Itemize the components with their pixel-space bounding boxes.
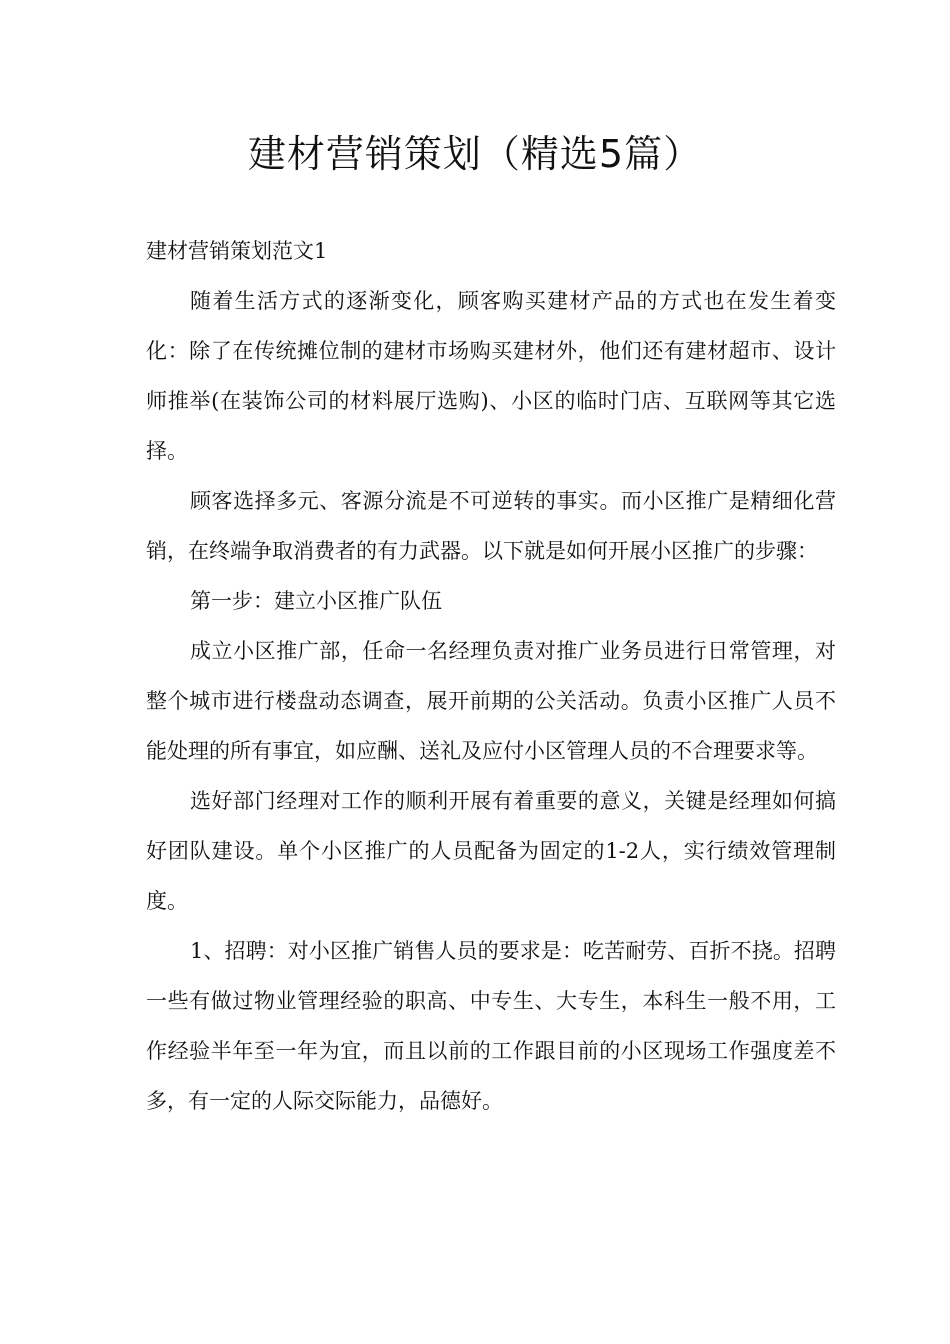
paragraph: 1、招聘：对小区推广销售人员的要求是：吃苦耐劳、百折不挠。招聘一些有做过物业管理经验的职高、中专生、大专生，本科生一般不用，工作经验半年至一年为宜，而且以前的工作跟目前的小区现场工作强度差不多，有一定的人际交际能力，品德好。 (146, 939, 836, 1113)
paragraph: 随着生活方式的逐渐变化，顾客购买建材产品的方式也在发生着变化：除了在传统摊位制的建材市场购买建材外，他们还有建材超市、设计师推举(在装饰公司的材料展厅选购)、小区的临时门店、互联网等其它选择。 (146, 289, 836, 463)
paragraph: 选好部门经理对工作的顺利开展有着重要的意义，关键是经理如何搞好团队建设。单个小区推广的人员配备为固定的1-2人，实行绩效管理制度。 (146, 789, 836, 913)
step-heading: 第一步：建立小区推广队伍 (190, 589, 442, 613)
paragraph: 成立小区推广部，任命一名经理负责对推广业务员进行日常管理，对整个城市进行楼盘动态调查，展开前期的公关活动。负责小区推广人员不能处理的所有事宜，如应酬、送礼及应付小区管理人员的不合理要求等。 (146, 639, 836, 763)
document-title: 建材营销策划（精选5篇） (247, 132, 703, 176)
document-body (146, 226, 836, 1126)
section-heading: 建材营销策划范文1 (146, 239, 328, 263)
paragraph: 顾客选择多元、客源分流是不可逆转的事实。而小区推广是精细化营销，在终端争取消费者的有力武器。以下就是如何开展小区推广的步骤： (146, 489, 836, 563)
